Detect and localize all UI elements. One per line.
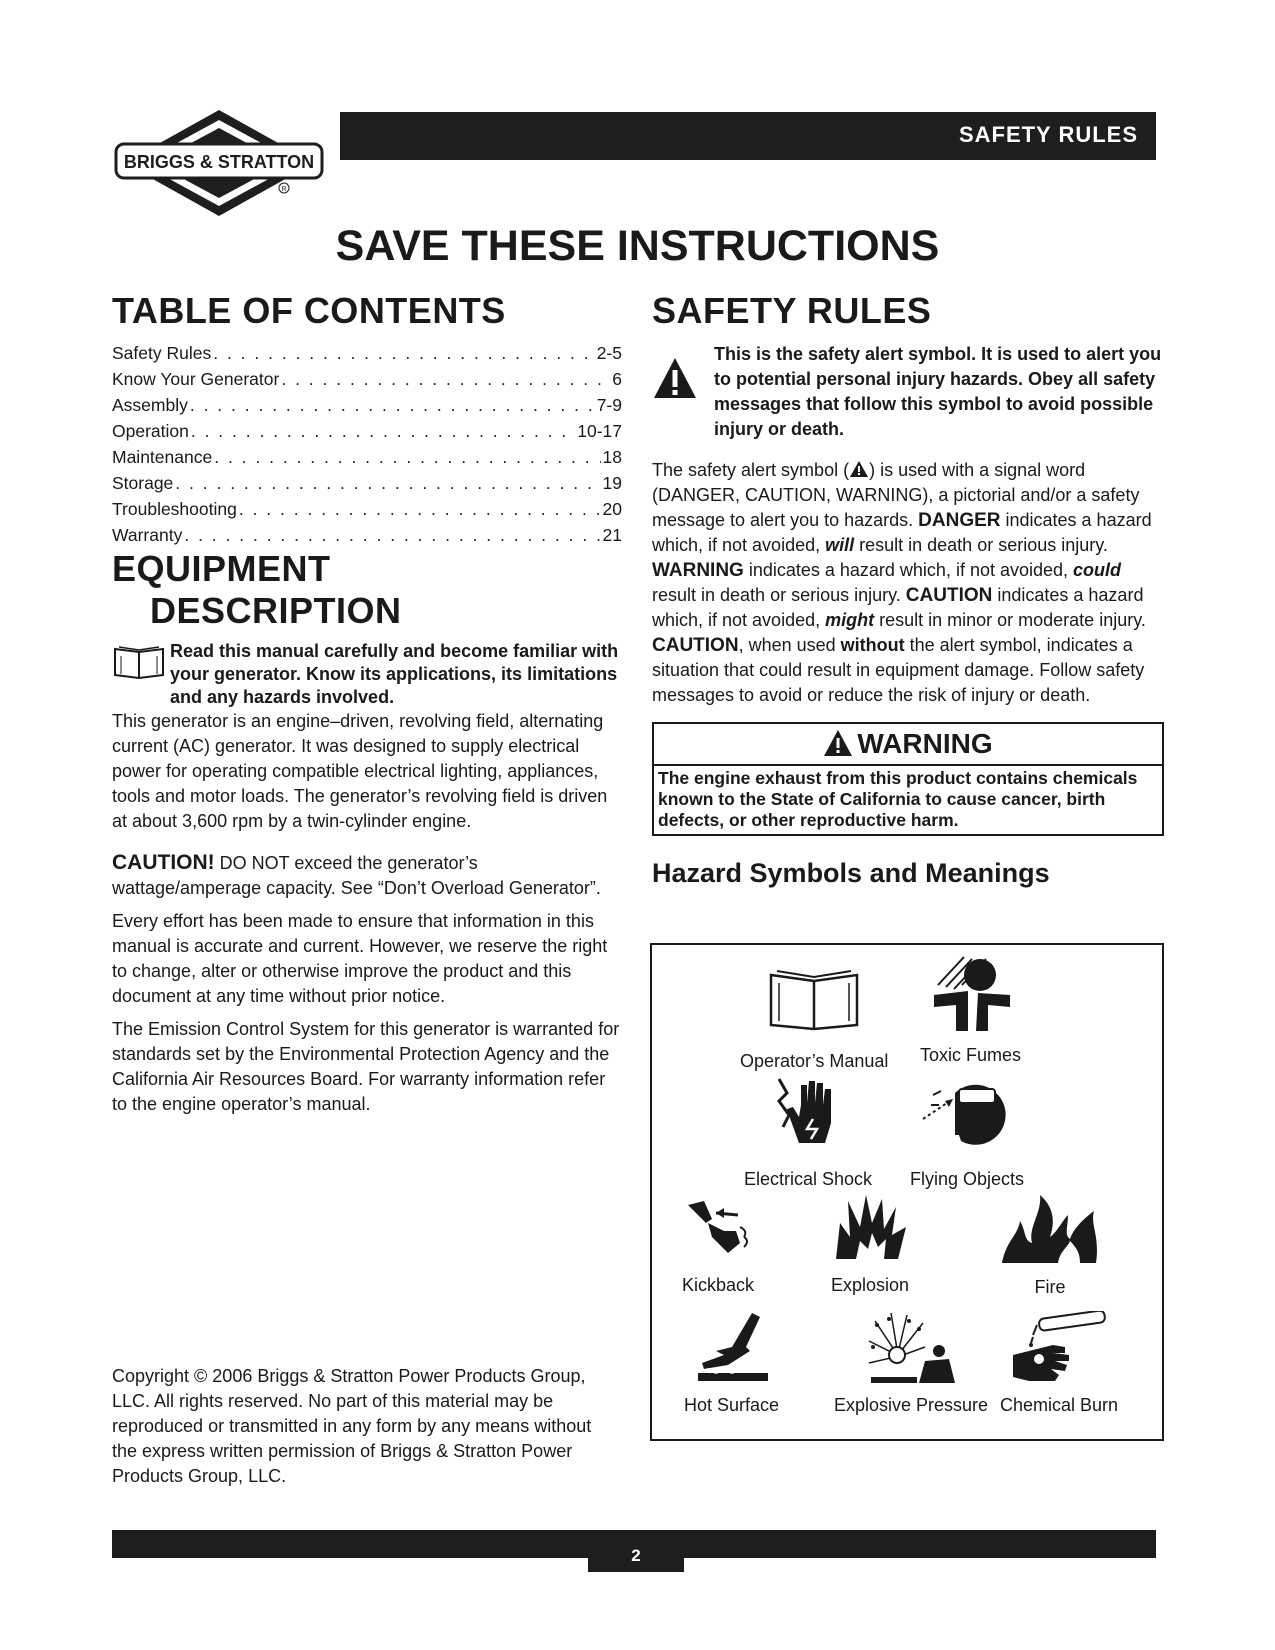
right-column (652, 290, 1164, 889)
read-manual-text: Read this manual carefully and become familiar with your generator. Know its applications, its limitations and any hazards involved. (170, 641, 619, 707)
header-bar (340, 112, 1156, 160)
chemical-burn-icon (1009, 1311, 1109, 1383)
hazard-symbols-panel (650, 943, 1164, 1441)
electrical-shock-icon (773, 1075, 843, 1147)
equipment-title: EQUIPMENT DESCRIPTION (112, 548, 402, 631)
left-column (112, 290, 622, 1117)
hazard-electrical-shock: Electrical Shock (744, 1075, 872, 1190)
safety-alert-text: This is the safety alert symbol. It is used to alert you to potential personal injury hazards. Obey all safety messages that follow this symbol to avoid possible injury or death. (714, 344, 1162, 439)
read-manual-note (112, 640, 622, 709)
toxic-fumes-icon (928, 955, 1014, 1031)
briggs-stratton-logo (112, 108, 327, 228)
warning-header: WARNING (654, 724, 1162, 766)
safety-rules-title: SAFETY RULES (652, 290, 932, 331)
toc-item[interactable]: Warranty . . . 21 (112, 522, 622, 548)
toc-title: TABLE OF CONTENTS (112, 290, 506, 331)
hazard-fire: Fire (998, 1191, 1102, 1298)
safety-alert-note (652, 342, 1164, 442)
toc-item[interactable]: Safety Rules . . . 2-5 (112, 340, 622, 366)
toc-item[interactable]: Assembly . . . 7-9 (112, 392, 622, 418)
kickback-icon (678, 1197, 758, 1259)
book-icon (767, 965, 861, 1031)
toc-item[interactable]: Know Your Generator . . . 6 (112, 366, 622, 392)
description-paragraph: This generator is an engine–driven, revolving field, alternating current (AC) generator. It was designed to supply electrical power for operating compatible electrical lighting, appliances, tools and motor loads. The generator’s revolving field is driven at about 3,600 rpm by a twin-cylinder engine. (112, 711, 608, 831)
california-warning-box (652, 722, 1164, 836)
logo-text: BRIGGS & STRATTON (123, 152, 315, 172)
hazard-explosion: Explosion (830, 1193, 910, 1296)
hazard-flying-objects: Flying Objects (910, 1075, 1024, 1190)
explosive-pressure-icon (865, 1311, 957, 1383)
hazard-hot-surface: Hot Surface (684, 1311, 779, 1416)
toc-item[interactable]: Operation . . . 10-17 (112, 418, 622, 444)
table-of-contents (112, 340, 622, 548)
page-title: SAVE THESE INSTRUCTIONS (335, 222, 940, 270)
svg-text:R: R (281, 186, 287, 193)
inline-alert-icon (849, 460, 869, 478)
book-icon (112, 640, 170, 709)
toc-item[interactable]: Storage . . . 19 (112, 470, 622, 496)
hazard-explosive-pressure: Explosive Pressure (834, 1311, 988, 1416)
effort-paragraph: Every effort has been made to ensure that information in this manual is accurate and current. However, we reserve the right to change, alter or otherwise improve the product and this document at any time without prior notice. (112, 911, 608, 1006)
hazard-kickback: Kickback (678, 1197, 758, 1296)
page-number: 2 (588, 1530, 684, 1572)
fire-icon (998, 1191, 1102, 1263)
signal-words-paragraph: The safety alert symbol ( ) is used with a signal word (DANGER, CAUTION, WARNING), a pictorial and/or a safety message to alert you to hazards. DANGER indicates a hazard which, if not avoided, will result in death or serious injury. WARNING indicates a hazard which, if not avoided, could result in death or serious injury. CAUTION indicates a hazard which, if not avoided, might result in minor or moderate injury. CAUTION, when used without the alert symbol, indicates a situation that could result in equipment damage. Follow safety messages to avoid or reduce the risk of injury or death. (652, 460, 1152, 705)
explosion-icon (830, 1193, 910, 1259)
warning-text: The engine exhaust from this product contains chemicals known to the State of California to cause cancer, birth defects, or other reproductive harm. (658, 768, 1138, 830)
section-label: SAFETY RULES (958, 122, 1138, 147)
flying-objects-icon (919, 1075, 1015, 1147)
hazard-operators-manual: Operator’s Manual (740, 965, 888, 1072)
caution-paragraph: CAUTION! DO NOT exceed the generator’s wattage/amperage capacity. See “Don’t Overload Generator”. (112, 851, 601, 898)
copyright-notice: Copyright © 2006 Briggs & Stratton Power Products Group, LLC. All rights reserved. No part of this material may be reproduced or transmitted in any form by any means without the express written permission of Briggs & Stratton Power Products Group, LLC. (112, 1366, 592, 1486)
safety-alert-icon (652, 342, 714, 442)
hazard-symbols-title: Hazard Symbols and Meanings (652, 858, 1050, 888)
hot-surface-icon (694, 1311, 770, 1383)
hazard-chemical-burn: Chemical Burn (1000, 1311, 1118, 1416)
caution-label: CAUTION! (112, 851, 215, 874)
emission-paragraph: The Emission Control System for this generator is warranted for standards set by the Environmental Protection Agency and the California Air Resources Board. For warranty information refer to the engine operator’s manual. (112, 1019, 620, 1114)
toc-item[interactable]: Maintenance . . . 18 (112, 444, 622, 470)
hazard-toxic-fumes: Toxic Fumes (920, 955, 1021, 1066)
toc-item[interactable]: Troubleshooting . . . 20 (112, 496, 622, 522)
warning-icon (823, 729, 853, 757)
